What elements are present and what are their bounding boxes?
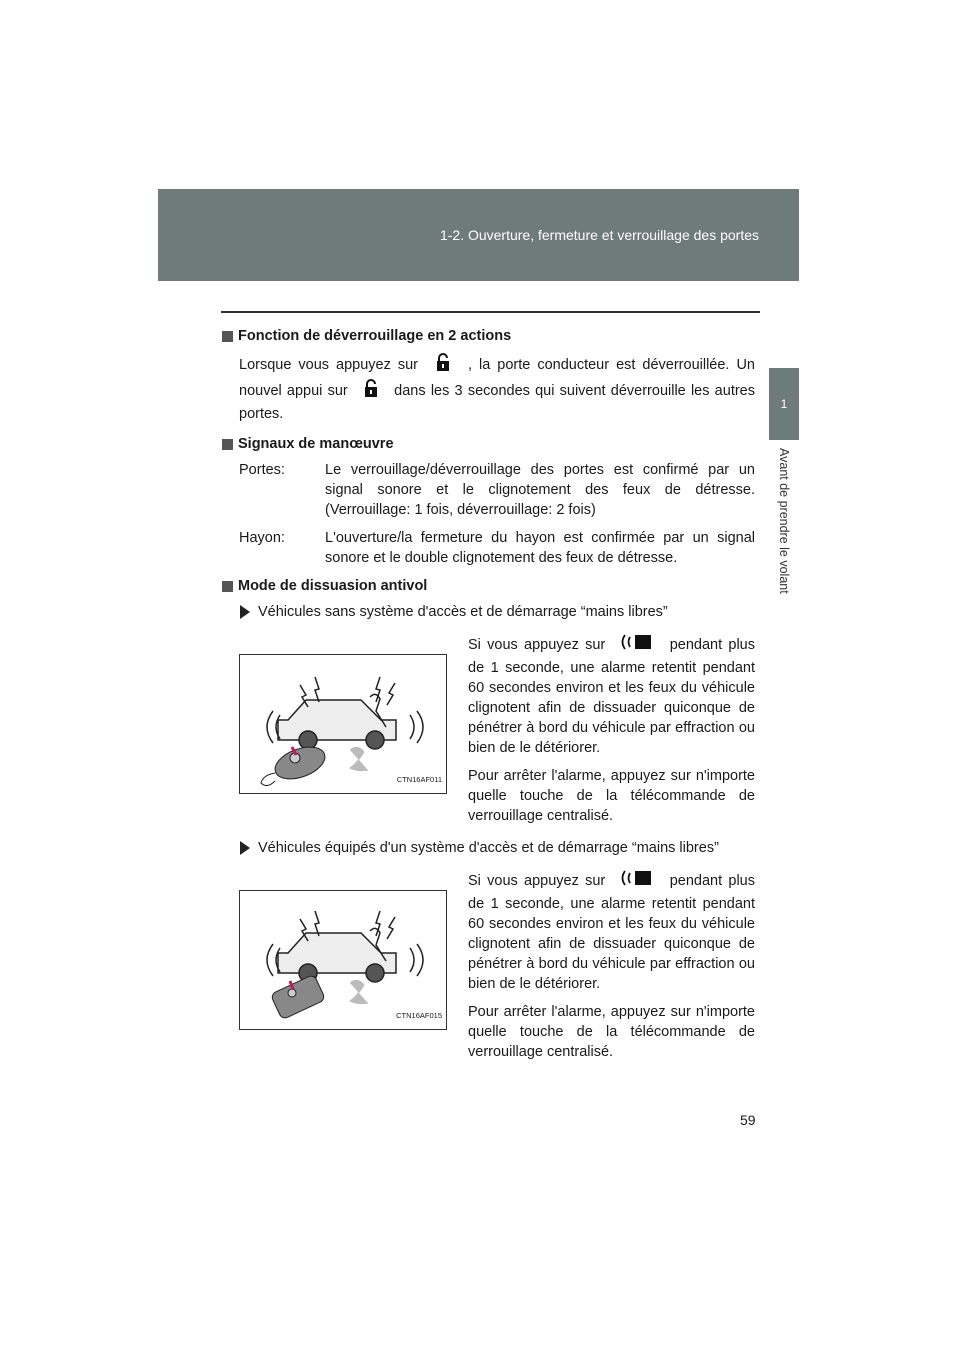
bullet-square (222, 331, 233, 342)
unlock-icon (435, 352, 451, 378)
figure-code: CTN16AF011 (396, 775, 442, 784)
chapter-tab: 1 (769, 368, 799, 440)
signals-heading: Signaux de manœuvre (222, 434, 755, 454)
variant1-row (239, 632, 755, 826)
header-band (158, 189, 799, 281)
variant2-title: Véhicules équipés d'un système d'accès et de démarrage “mains libres” (240, 838, 755, 858)
triangle-bullet-icon (240, 841, 250, 855)
bullet-square (222, 439, 233, 450)
doors-definition (239, 460, 755, 520)
variant2-text (468, 868, 755, 1062)
page-content (222, 326, 755, 1068)
antitheft-heading: Mode de dissuasion antivol (222, 576, 755, 596)
bullet-square (222, 581, 233, 592)
header-title: 1-2. Ouverture, fermeture et verrouillage des portes (439, 227, 759, 243)
chapter-label (772, 448, 796, 618)
doors-description: Le verrouillage/déverrouillage des portes est confirmé par un signal sonore et le clignotement des feux de détresse. (Verrouillage: 1 fois, déverrouillage: 2 fois) (325, 462, 755, 518)
variant1-stop-paragraph: Pour arrêter l'alarme, appuyez sur n'importe quelle touche de la télécommande de verrouillage centralisé. (468, 768, 755, 824)
variant1-text (468, 632, 755, 826)
two-step-heading: Fonction de déverrouillage en 2 actions (222, 326, 755, 346)
hatch-term: Hayon: (239, 530, 285, 546)
illustration-alarm-keyless-remote (239, 654, 447, 794)
variant2-row (239, 868, 755, 1062)
variant2-stop-paragraph: Pour arrêter l'alarme, appuyez sur n'importe quelle touche de la télécommande de verrouillage centralisé. (468, 1004, 755, 1060)
chapter-label-text: Avant de prendre le volant (777, 448, 791, 594)
top-rule (221, 311, 760, 313)
illustration-alarm-smart-key (239, 890, 447, 1030)
variant2-press-paragraph: Si vous appuyez sur pendant plus de 1 seconde, une alarme retentit pendant 60 secondes environ et les feux du véhicule clignotent afin de dissuader quiconque de pénétrer à bord du véhicule par effraction ou bien de le détériorer. (468, 868, 755, 994)
panic-horn-icon (621, 868, 653, 894)
figure-code: CTN16AF015 (396, 1011, 442, 1020)
hatch-description: L'ouverture/la fermeture du hayon est confirmée par un signal sonore et le double clignotement des feux de détresse. (325, 530, 755, 566)
triangle-bullet-icon (240, 605, 250, 619)
variant1-title: Véhicules sans système d'accès et de démarrage “mains libres” (240, 602, 755, 622)
doors-term: Portes: (239, 462, 285, 478)
unlock-icon (363, 378, 379, 404)
hatch-definition (239, 528, 755, 568)
page-number: 59 (740, 1112, 756, 1128)
variant1-press-paragraph: Si vous appuyez sur pendant plus de 1 seconde, une alarme retentit pendant 60 secondes environ et les feux du véhicule clignotent afin de dissuader quiconque de pénétrer à bord du véhicule par effraction ou bien de le détériorer. (468, 632, 755, 758)
panic-horn-icon (621, 632, 653, 658)
two-step-paragraph: Lorsque vous appuyez sur , la porte conducteur est déverrouillée. Un nouvel appui sur dans les 3 secondes qui suivent déverrouille les autres portes. (239, 352, 755, 424)
